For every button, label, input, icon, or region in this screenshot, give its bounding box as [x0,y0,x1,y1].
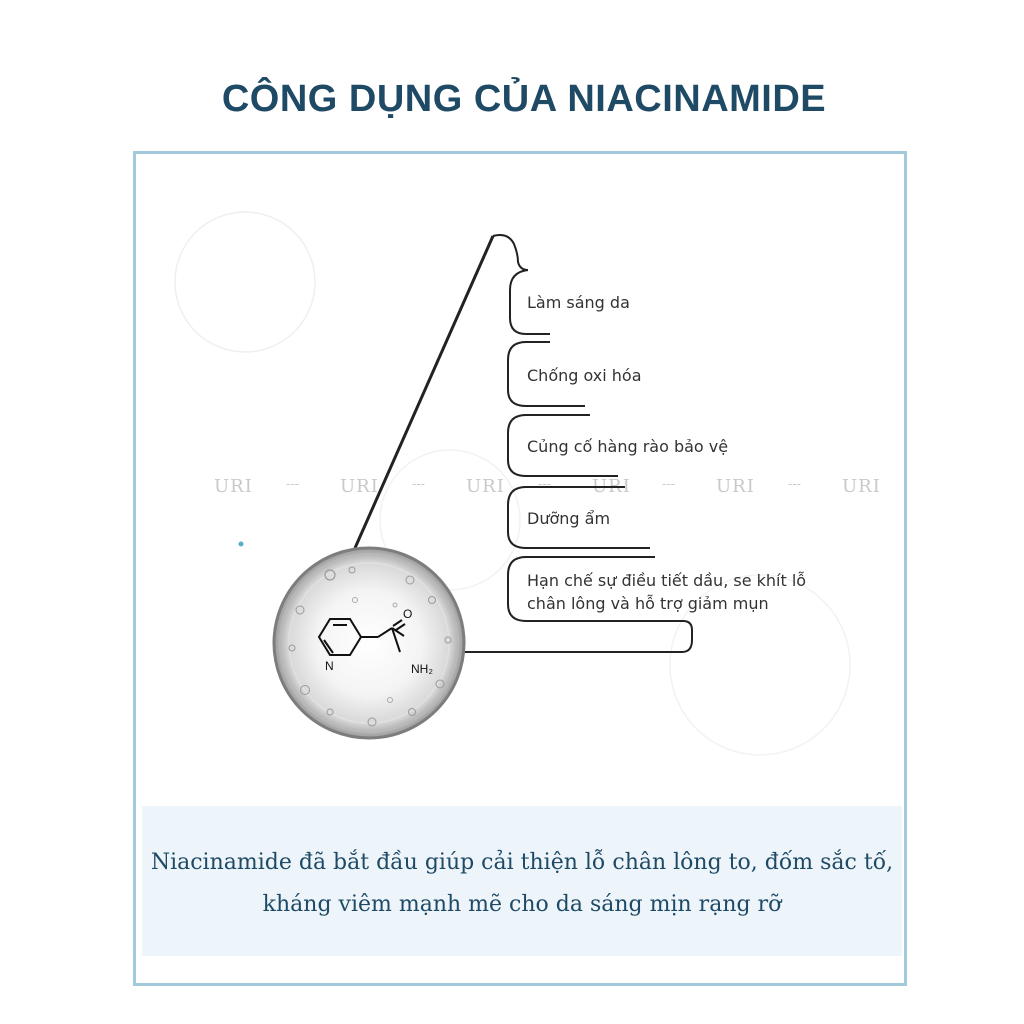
watermark-separator: --- [788,477,801,491]
watermark-logo: URI [716,476,755,497]
molecule-amine-label: NH₂ [411,662,433,676]
watermark-logo: URI [592,476,631,497]
watermark-separator: --- [286,477,299,491]
lens-connector [462,621,692,652]
watermark-logo: URI [466,476,505,497]
bracket-top [493,235,528,270]
molecule-lens [274,548,464,738]
watermark-logo: URI [340,476,379,497]
watermark-logo: URI [842,476,881,497]
molecule-nitrogen-label: N [325,659,334,673]
watermark-separator: --- [412,477,425,491]
benefit-item: Chống oxi hóa [527,366,642,385]
watermark-separator: --- [538,477,551,491]
benefit-item: Dưỡng ẩm [527,509,611,528]
benefit-item: Làm sáng da [527,293,630,312]
molecule-oxygen-label: O [403,607,413,621]
pointer-line [355,236,493,548]
page-title: CÔNG DỤNG CỦA NIACINAMIDE [221,78,827,120]
watermark-logo: URI [214,476,253,497]
benefit-item: Củng cố hàng rào bảo vệ [527,437,729,456]
benefit-item: Hạn chế sự điều tiết dầu, se khít lỗ chân lông và hỗ trợ giảm mụn [527,571,807,613]
summary-text: Niacinamide đã bắt đầu giúp cải thiện lỗ chân lông to, đốm sắc tố, kháng viêm mạnh mẽ cho da sáng mịn rạng rỡ [150,850,894,917]
watermark-separator: --- [662,477,675,491]
